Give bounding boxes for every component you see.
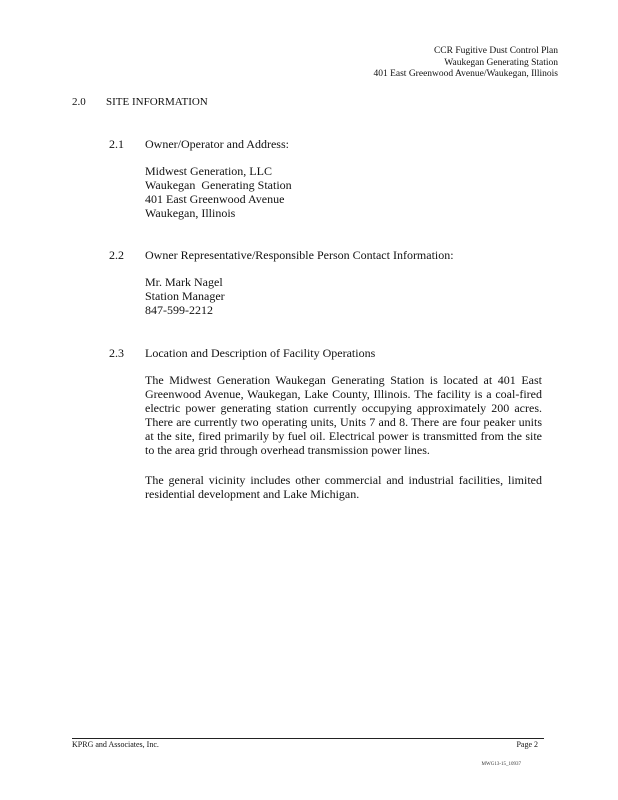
page-header [373,46,558,81]
header-station-name: Waukegan Generating Station [444,57,558,68]
subsection-title: Owner/Operator and Address: [145,137,289,151]
address-line: 401 East Greenwood Avenue [145,192,285,206]
section-number: 2.0 [72,96,86,108]
contact-info-block [145,275,225,317]
subsection-2-1-heading [109,137,289,152]
document-control-number: MWG13-15_10937 [481,762,521,767]
address-line: Midwest Generation, LLC [145,164,272,178]
contact-title: Station Manager [145,289,225,303]
subsection-title: Owner Representative/Responsible Person Contact Information: [145,248,454,262]
subsection-number: 2.2 [109,248,124,262]
address-line: Waukegan Generating Station [145,178,292,192]
subsection-number: 2.3 [109,346,124,360]
footer-company: KPRG and Associates, Inc. [72,740,159,749]
address-line: Waukegan, Illinois [145,206,236,220]
subsection-number: 2.1 [109,137,124,151]
vicinity-paragraph: The general vicinity includes other commercial and industrial facilities, limited residential development and Lake Michigan. [145,473,542,501]
subsection-2-3-heading [109,346,375,361]
facility-description-paragraph: The Midwest Generation Waukegan Generating Station is located at 401 East Greenwood Avenue, Waukegan, Lake County, Illinois. The facility is a coal-fired electric power generating station currently occupying approximately 200 acres. There are currently two operating units, Units 7 and 8. There are four peaker units at the site, fired primarily by fuel oil. Electrical power is transmitted from the site to the area grid through overhead transmission power lines. [145,373,542,457]
footer-divider [72,738,544,739]
section-heading [72,96,208,108]
contact-name: Mr. Mark Nagel [145,275,223,289]
footer-page-number: Page 2 [516,740,538,749]
owner-address-block [145,164,292,220]
subsection-title: Location and Description of Facility Operations [145,346,376,360]
subsection-2-2-heading [109,248,454,263]
section-title: SITE INFORMATION [106,96,208,108]
header-document-title: CCR Fugitive Dust Control Plan [433,46,558,56]
contact-phone: 847-599-2212 [145,303,213,317]
header-station-address: 401 East Greenwood Avenue/Waukegan, Illinois [373,69,558,79]
